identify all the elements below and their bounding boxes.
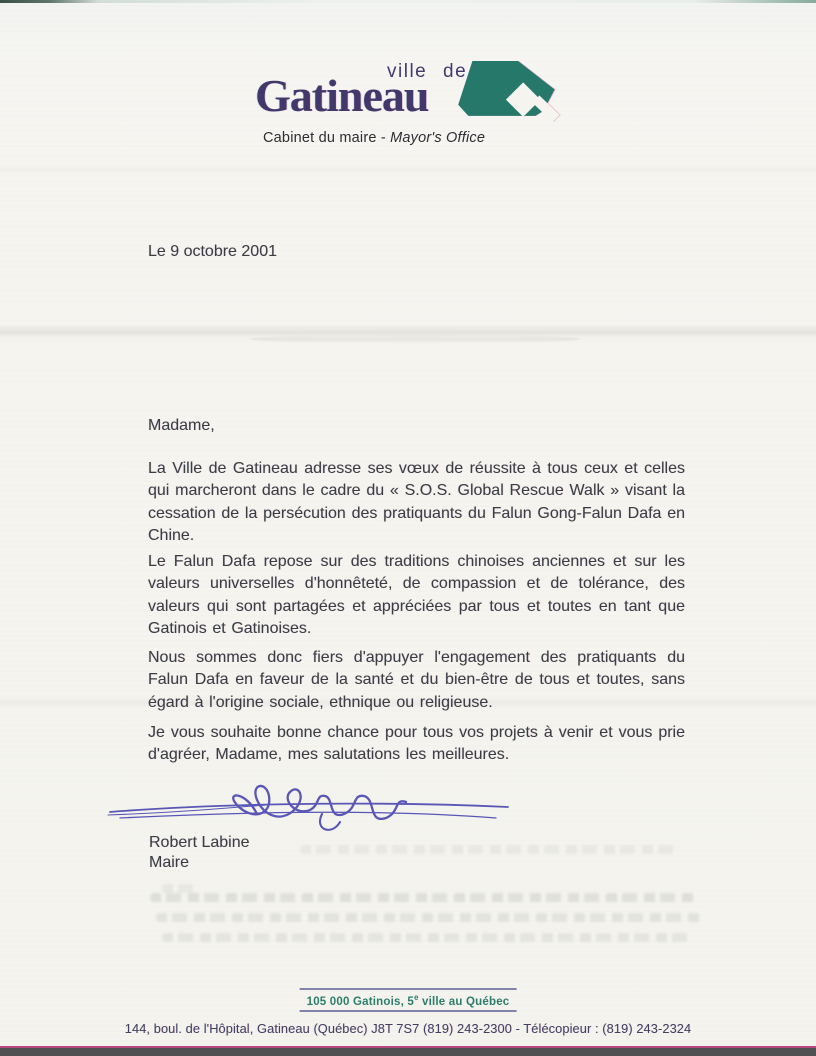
- signature-block: [149, 833, 250, 872]
- letterhead-small-text: ville de: [387, 61, 468, 82]
- letterhead-wordmark: Gatineau: [255, 70, 429, 121]
- letterhead-office-line: [263, 130, 485, 146]
- bleed-through-line: [162, 884, 196, 893]
- letter-paragraph: Nous sommes donc fiers d'appuyer l'engagement des pratiquants du Falun Dafa en faveur de la santé et du bien-être de tous et toutes, sans égard à l'origine sociale, ethnique ou religieuse.: [148, 649, 685, 711]
- gatineau-g-arrow-icon: [456, 58, 568, 125]
- tagline-superscript: e: [413, 993, 419, 1002]
- city-tagline: [300, 988, 517, 1012]
- letter-paragraph: La Ville de Gatineau adresse ses vœux de réussite à tous ceux et celles qui marcheront dans le cadre du « S.O.S. Global Rescue Walk » visant la cessation de la persécution des pratiquants du Falun Gong-Falun Dafa en Chine.: [148, 460, 685, 544]
- paper-fold-crease: [250, 334, 580, 344]
- letter-salutation: Madame,: [148, 417, 215, 434]
- scan-edge-top: [0, 0, 816, 3]
- bleed-through-line: [156, 913, 701, 922]
- tagline-suffix: ville au Québec: [418, 995, 510, 1008]
- scan-edge-bottom: [0, 1046, 816, 1056]
- footer-address: 144, boul. de l'Hôpital, Gatineau (Québec) J8T 7S7 (819) 243-2300 - Télécopieur : (819) 243-2324: [124, 1021, 692, 1036]
- bleed-through-line: [162, 933, 690, 942]
- office-line-fr: Cabinet du maire -: [263, 130, 391, 146]
- bleed-through-line: [150, 893, 695, 902]
- signer-name: Robert Labine: [149, 834, 250, 851]
- handwritten-signature: [106, 778, 512, 838]
- letter-paragraph: Le Falun Dafa repose sur des traditions chinoises anciennes et sur les valeurs universelles d'honnêteté, de compassion et de tolérance, des valeurs qui sont partagées et appréciées par tous et toutes en tant que Gatinois et Gatinoises.: [148, 553, 685, 637]
- letter-paragraph: Je vous souhaite bonne chance pour tous vos projets à venir et vous prie d'agréer, Madame, mes salutations les meilleures.: [148, 724, 685, 764]
- bleed-through-line: [300, 845, 680, 854]
- signer-title: Maire: [149, 853, 190, 871]
- office-line-en: Mayor's Office: [390, 130, 486, 146]
- paper-fold-crease: [0, 165, 816, 174]
- letter-date: Le 9 octobre 2001: [148, 243, 277, 260]
- tagline-prefix: 105 000 Gatinois, 5: [306, 995, 414, 1008]
- paper-fold-crease: [0, 324, 816, 344]
